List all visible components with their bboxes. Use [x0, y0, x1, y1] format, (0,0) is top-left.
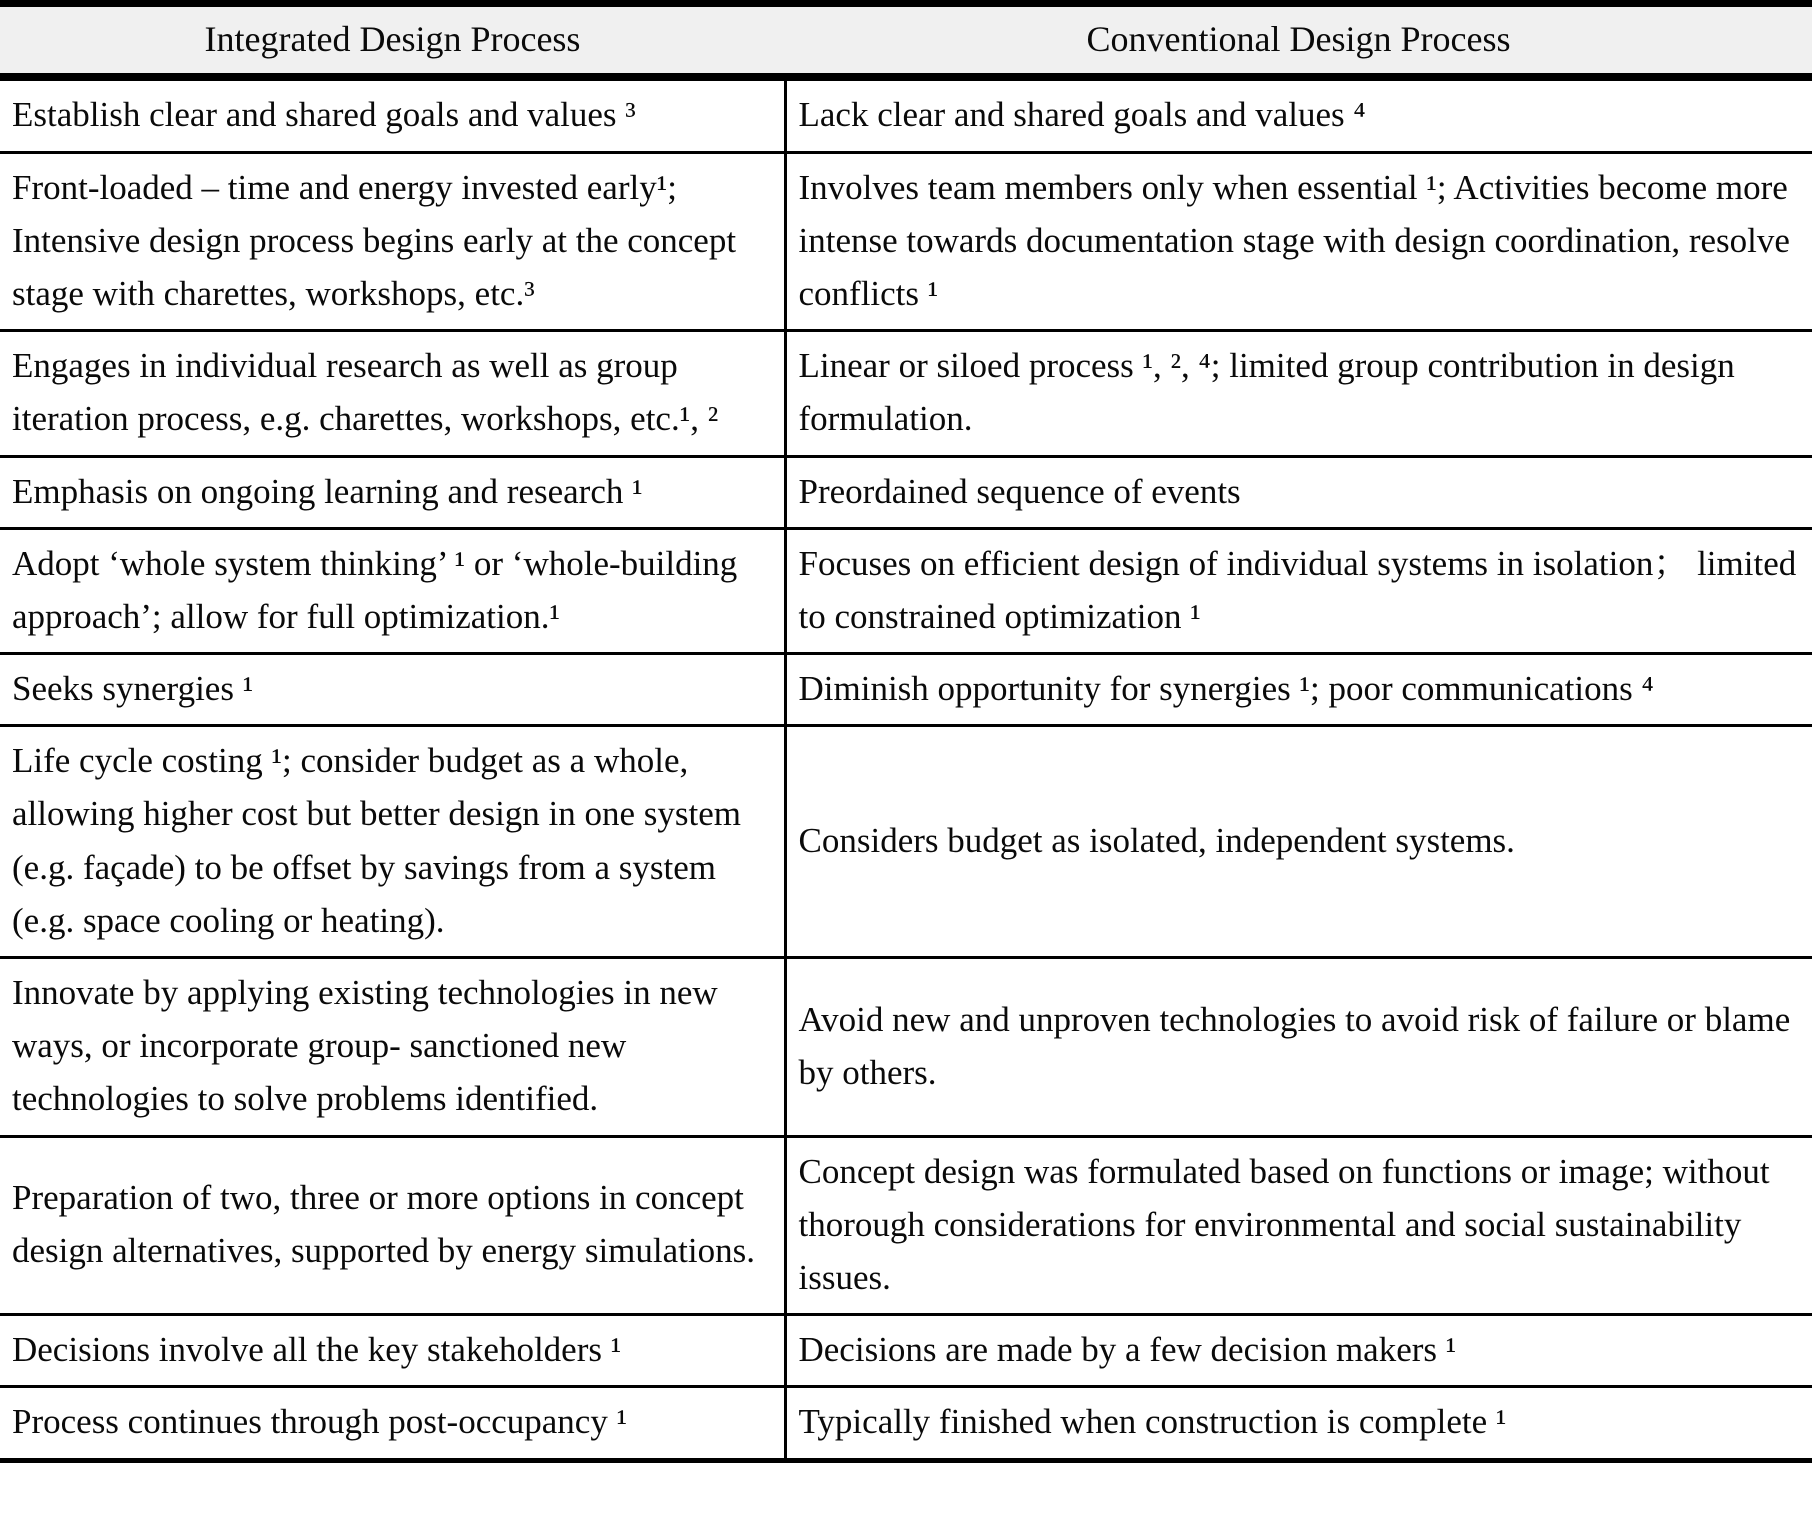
cell-text: Preordained sequence of events — [798, 471, 1241, 511]
table-header — [0, 4, 1812, 78]
cell-conventional-9 — [785, 1315, 1812, 1387]
cell-integrated-6 — [0, 726, 785, 958]
cell-integrated-10 — [0, 1387, 785, 1460]
cell-text: Front-loaded – time and energy invested early¹; Intensive design process begins early at the concept stage with charettes, workshops, etc.³ — [12, 167, 737, 313]
cell-integrated-1 — [0, 152, 785, 331]
cell-text: Avoid new and unproven technologies to avoid risk of failure or blame by others. — [798, 999, 1791, 1092]
table-row — [0, 152, 1812, 331]
cell-text: Preparation of two, three or more options in concept design alternatives, supported by energy simulations. — [12, 1178, 755, 1271]
cell-conventional-4 — [785, 528, 1812, 653]
cell-integrated-0 — [0, 77, 785, 152]
cell-text: Decisions are made by a few decision makers ¹ — [798, 1330, 1457, 1370]
cell-text: Process continues through post-occupancy ¹ — [12, 1402, 628, 1442]
cell-text: Life cycle costing ¹; consider budget as a whole, allowing higher cost but better design in one system (e.g. façade) to be offset by savings from a system (e.g. space cooling or heating). — [12, 741, 742, 940]
cell-text: Emphasis on ongoing learning and research ¹ — [12, 471, 643, 511]
table-row — [0, 654, 1812, 726]
table-header-row — [0, 4, 1812, 78]
table-row — [0, 958, 1812, 1137]
cell-conventional-2 — [785, 331, 1812, 456]
cell-conventional-8 — [785, 1136, 1812, 1315]
cell-text: Diminish opportunity for synergies ¹; poor communications ⁴ — [798, 669, 1654, 709]
cell-integrated-4 — [0, 528, 785, 653]
cell-conventional-1 — [785, 152, 1812, 331]
cell-text: Linear or siloed process ¹, ², ⁴; limited group contribution in design formulation. — [798, 346, 1735, 439]
table-row — [0, 77, 1812, 152]
cell-integrated-3 — [0, 456, 785, 528]
cell-text: Typically finished when construction is complete ¹ — [798, 1402, 1507, 1442]
table-row — [0, 1387, 1812, 1460]
cell-text: Concept design was formulated based on functions or image; without thorough considerations for environmental and social sustainability issues. — [798, 1151, 1770, 1297]
cell-text: Establish clear and shared goals and values ³ — [12, 95, 636, 135]
column-header-conventional-design-process: Conventional Design Process — [785, 4, 1812, 78]
cell-conventional-10 — [785, 1387, 1812, 1460]
cell-conventional-5 — [785, 654, 1812, 726]
cell-text: Considers budget as isolated, independent systems. — [798, 821, 1515, 861]
cell-conventional-7 — [785, 958, 1812, 1137]
table-row — [0, 331, 1812, 456]
cell-conventional-0 — [785, 77, 1812, 152]
cell-text: Engages in individual research as well as group iteration process, e.g. charettes, workshops, etc.¹, ² — [12, 346, 719, 439]
table-row — [0, 726, 1812, 958]
cell-integrated-7 — [0, 958, 785, 1137]
cell-integrated-9 — [0, 1315, 785, 1387]
column-header-integrated-design-process: Integrated Design Process — [0, 4, 785, 78]
cell-integrated-2 — [0, 331, 785, 456]
cell-text: Seeks synergies ¹ — [12, 669, 254, 709]
table-row — [0, 456, 1812, 528]
cell-text: Decisions involve all the key stakeholders ¹ — [12, 1330, 622, 1370]
cell-text: Lack clear and shared goals and values ⁴ — [798, 95, 1366, 135]
table-row — [0, 528, 1812, 653]
cell-integrated-8 — [0, 1136, 785, 1315]
table-body — [0, 77, 1812, 1460]
cell-integrated-5 — [0, 654, 785, 726]
cell-text: Innovate by applying existing technologies in new ways, or incorporate group- sanctioned new technologies to solve problems identified. — [12, 973, 718, 1119]
table-row — [0, 1315, 1812, 1387]
table-row — [0, 1136, 1812, 1315]
cell-text: Focuses on efficient design of individual systems in isolation； limited to constrained optimization ¹ — [798, 543, 1797, 636]
cell-text: Involves team members only when essential ¹; Activities become more intense towards documentation stage with design coordination, resolve conflicts ¹ — [798, 167, 1790, 313]
cell-conventional-6 — [785, 726, 1812, 958]
cell-text: Adopt ‘whole system thinking’ ¹ or ‘whole-building approach’; allow for full optimization.¹ — [12, 543, 738, 636]
cell-conventional-3 — [785, 456, 1812, 528]
